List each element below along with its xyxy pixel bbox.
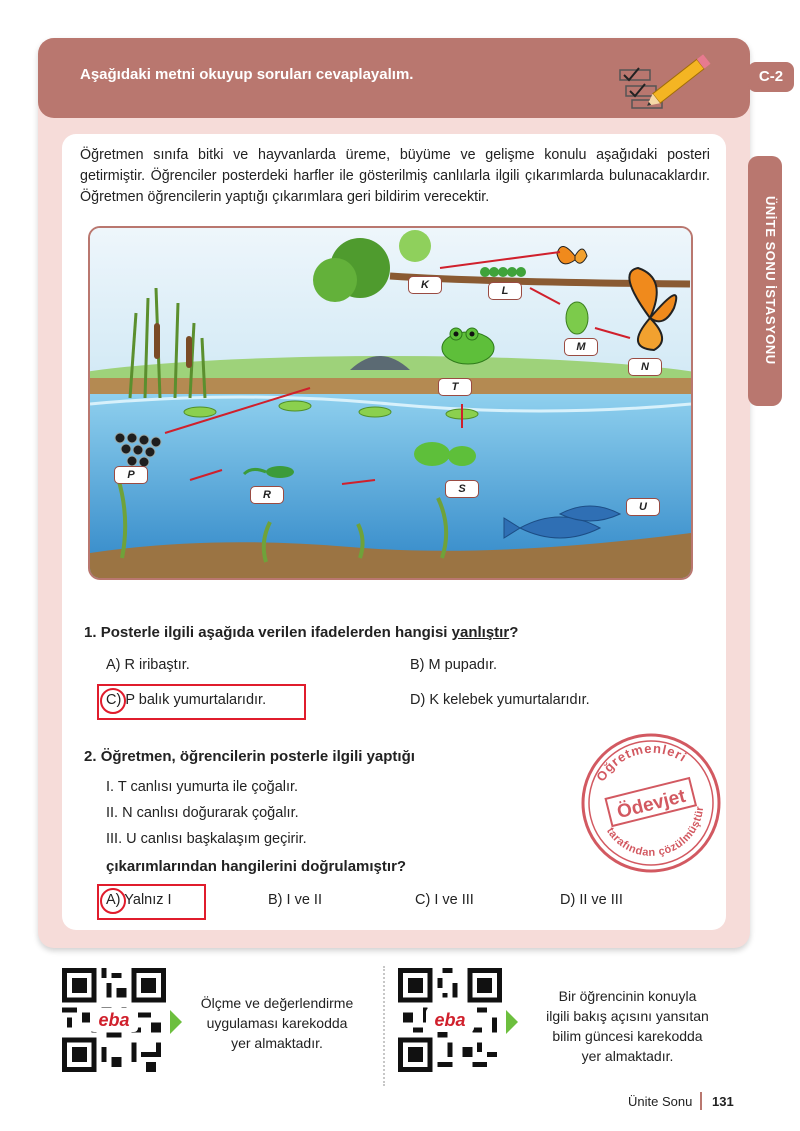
q2-statement-2: II. N canlısı doğurarak çoğalır. [106, 805, 299, 821]
poster-label-s: S [445, 480, 479, 498]
stamp-top-text: Öğretmenleri [593, 740, 690, 784]
poster-label-u: U [626, 498, 660, 516]
poster-label-t: T [438, 378, 472, 396]
assessment-info-line-2: uygulaması karekodda [206, 1015, 348, 1031]
q1-option-c-letter: C) [106, 692, 122, 708]
question-1-mark: ? [509, 624, 519, 641]
section-name: Ünite Sonu [628, 1094, 693, 1109]
qr-code-journal[interactable] [398, 968, 502, 1072]
pencil-checklist-icon [610, 40, 720, 112]
eba-logo: eba [90, 1008, 138, 1032]
stamp-bottom-text: tarafından çözülmüştür [603, 805, 707, 859]
poster-illustration [90, 228, 691, 578]
journal-info-line-3: bilim güncesi karekodda [552, 1028, 703, 1044]
page-number: 131 [712, 1094, 734, 1109]
journal-info-line-4: yer almaktadır. [581, 1048, 674, 1064]
poster-label-k: K [408, 276, 442, 294]
q1-option-c[interactable] [106, 692, 266, 708]
side-tab-label: ÜNİTE SONU İSTASYONU [763, 195, 778, 365]
instruction-title: Aşağıdaki metni okuyup soruları cevaplayalım. [80, 66, 414, 83]
poster-label-r: R [250, 486, 284, 504]
assessment-info [182, 993, 372, 1053]
question-2-prompt: çıkarımlarından hangilerini doğrulamıştır? [106, 858, 407, 875]
assessment-info-line-3: yer almaktadır. [231, 1035, 323, 1051]
question-2-number: 2. [84, 748, 97, 765]
odevjet-stamp [578, 730, 724, 876]
question-2-text: Öğretmen, öğrencilerin posterle ilgili yaptığı [100, 748, 415, 765]
q2-option-a[interactable] [106, 892, 172, 908]
assessment-info-line-1: Ölçme ve değerlendirme [200, 995, 354, 1011]
poster-label-m: M [564, 338, 598, 356]
q1-option-c-text: P balık yumurtalarıdır. [125, 692, 267, 708]
footer-divider [383, 966, 385, 1086]
question-1-number: 1. [84, 624, 97, 641]
journal-info [520, 986, 735, 1066]
eba-logo: eba [426, 1008, 474, 1032]
q2-option-a-text: Yalnız I [124, 892, 172, 908]
question-1-emphasis: yanlıştır [451, 624, 510, 641]
q2-option-c[interactable]: C) I ve III [415, 892, 474, 908]
q1-option-a[interactable]: A) R iribaştır. [106, 657, 190, 673]
footer-separator [700, 1092, 702, 1110]
arrow-right-icon [170, 1010, 182, 1034]
q1-option-d[interactable]: D) K kelebek yumurtalarıdır. [410, 692, 590, 708]
poster-label-n: N [628, 358, 662, 376]
stamp-brand: Ödevjet [615, 785, 688, 824]
journal-info-line-1: Bir öğrencinin konuyla [558, 988, 697, 1004]
q2-option-a-letter: A) [106, 892, 121, 908]
q2-option-b[interactable]: B) I ve II [268, 892, 322, 908]
q2-statement-1: I. T canlısı yumurta ile çoğalır. [106, 779, 299, 795]
q1-option-b[interactable]: B) M pupadır. [410, 657, 498, 673]
poster-label-p: P [114, 466, 148, 484]
poster-label-l: L [488, 282, 522, 300]
question-2 [84, 748, 415, 765]
q2-option-d[interactable]: D) II ve III [560, 892, 623, 908]
intro-paragraph: Öğretmen sınıfa bitki ve hayvanlarda üreme, büyüme ve gelişme konulu aşağıdaki posteri getirmiştir. Öğrenciler posterdeki harfler ile gösterilmiş canlılarla ilgili çıkarımlarda bulunacaklardır. Öğretmen öğrencilerin yaptığı çıkarımlara geri bildirim verecektir. [80, 147, 710, 205]
q2-statement-3: III. U canlısı başkalaşım geçirir. [106, 831, 307, 847]
journal-info-line-2: ilgili bakış açısını yansıtan [546, 1008, 709, 1024]
life-cycle-poster [88, 226, 693, 580]
question-1-text: Posterle ilgili aşağıda verilen ifadelerden hangisi [100, 624, 452, 641]
question-1 [84, 624, 518, 641]
section-code-badge: C-2 [748, 62, 794, 92]
arrow-right-icon [506, 1010, 518, 1034]
qr-code-assessment[interactable] [62, 968, 166, 1072]
